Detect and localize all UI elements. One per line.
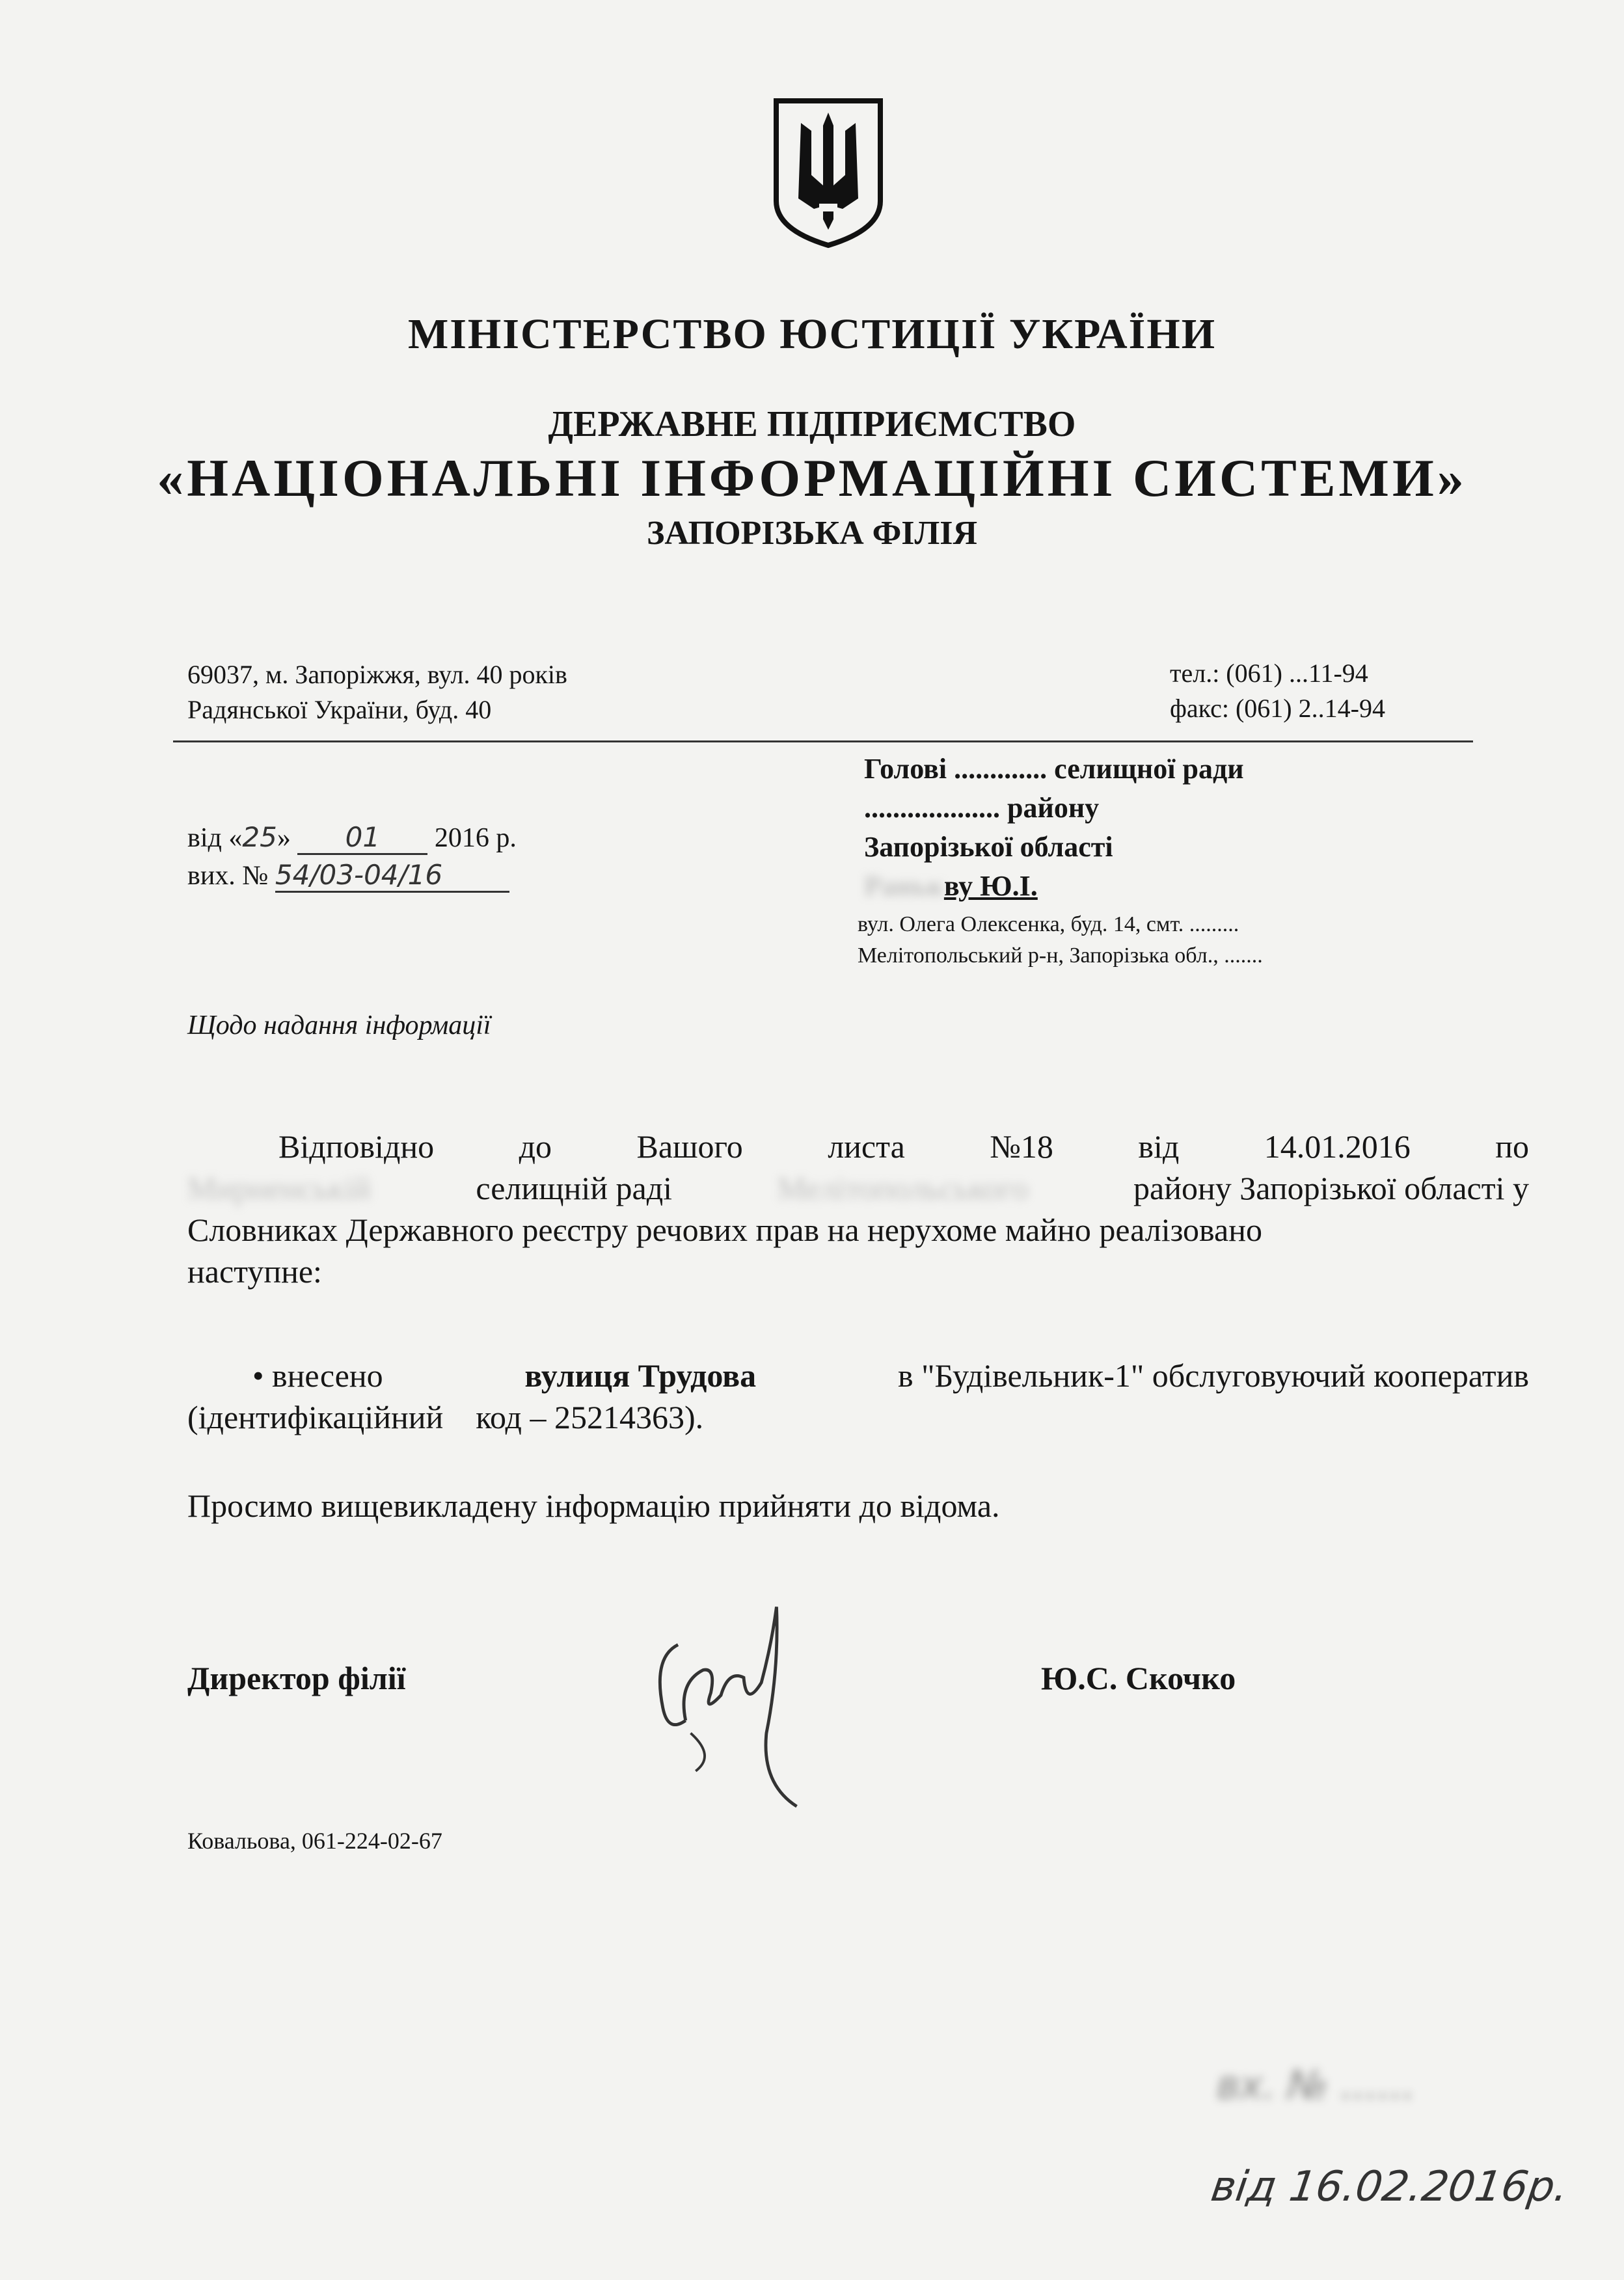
word: від (1138, 1128, 1180, 1165)
executor-contact: Ковальова, 061-224-02-67 (187, 1828, 442, 1854)
redacted-village: Мирненській (187, 1170, 371, 1206)
paragraph-1-line-2 (187, 1167, 1529, 1209)
word: по (1495, 1128, 1529, 1165)
ministry-title: МІНІСТЕРСТВО ЮСТИЦІЇ УКРАЇНИ (407, 310, 1217, 358)
redacted-district: Мелітопольського (777, 1170, 1029, 1206)
word: №18 (990, 1128, 1053, 1165)
date-year: 2016 р. (434, 823, 517, 853)
paragraph-1-line-1 (187, 1126, 1529, 1167)
address-line-2: Радянської України, буд. 40 (187, 695, 492, 724)
number-value: 54/03-04/16 (275, 859, 509, 893)
date-month: 01 (297, 821, 427, 855)
coat-of-arms-icon (770, 94, 887, 251)
body-paragraph-2 (187, 1355, 1529, 1438)
registration-date: від 16.02.2016р. (1208, 2163, 1571, 2211)
paragraph-1-line-3: Словниках Державного реєстру речових прав на нерухоме майно реалізовано (187, 1212, 1262, 1248)
redacted-surname: Раньк (864, 870, 944, 902)
text: району Запорізької області у (1133, 1170, 1529, 1206)
phone-number: тел.: (061) ...11-94 (1170, 658, 1368, 688)
word: листа (828, 1128, 905, 1165)
bullet: • (252, 1357, 264, 1394)
paragraph-1-line-4: наступне: (187, 1253, 322, 1290)
signer-name: Ю.С. Скочко (1041, 1660, 1236, 1696)
recipient-address-1: вул. Олега Олексенка, буд. 14, смт. ......... (858, 912, 1239, 936)
word: Вашого (636, 1128, 743, 1165)
outgoing-date (187, 821, 517, 855)
branch-name: ЗАПОРІЗЬКА ФІЛІЯ (646, 515, 978, 552)
outgoing-number (187, 859, 509, 893)
recipient-name: ву Ю.І. (943, 870, 1038, 902)
enterprise-name: «НАЦІОНАЛЬНІ ІНФОРМАЦІЙНІ СИСТЕМИ» (157, 448, 1467, 508)
text: внесено (272, 1357, 383, 1394)
signature-icon (638, 1594, 807, 1809)
recipient-line-1: Голові ............. селищної ради (864, 753, 1244, 785)
header-divider (173, 740, 1473, 742)
fax-number: факс: (061) 2..14-94 (1170, 694, 1385, 723)
word: 14.01.2016 (1264, 1128, 1411, 1165)
letter-subject: Щодо надання інформації (187, 1011, 491, 1040)
date-day-close: » (277, 823, 291, 853)
body-paragraph-3: Просимо вищевикладену інформацію прийняти до відома. (187, 1487, 1000, 1524)
word: Відповідно (278, 1128, 435, 1165)
paragraph-2-line-1 (187, 1355, 1529, 1396)
text: в "Будівельник-1" обслуговуючий кооператив (898, 1357, 1529, 1394)
redacted-registration-number: вх. № ...... (1217, 2063, 1415, 2108)
signer-title: Директор філії (187, 1660, 406, 1696)
recipient-line-4 (864, 867, 1038, 906)
body-paragraph-1 (187, 1126, 1529, 1292)
street-name: вулиця Трудова (524, 1357, 757, 1394)
number-prefix: вих. № (187, 861, 269, 891)
date-day: 25 (242, 821, 277, 853)
text: селищній раді (476, 1170, 673, 1206)
paragraph-2-line-2: (ідентифікаційний код – 25214363). (187, 1399, 704, 1435)
address-line-1: 69037, м. Запоріжжя, вул. 40 років (187, 660, 567, 689)
recipient-line-2: ................... району (864, 792, 1100, 824)
recipient-line-3: Запорізької області (864, 831, 1113, 863)
word: до (519, 1128, 552, 1165)
date-prefix: від « (187, 823, 243, 853)
recipient-address-2: Мелітопольський р-н, Запорізька обл., ....... (858, 943, 1263, 968)
list-bullet-text (252, 1355, 383, 1396)
enterprise-type: ДЕРЖАВНЕ ПІДПРИЄМСТВО (548, 404, 1076, 444)
